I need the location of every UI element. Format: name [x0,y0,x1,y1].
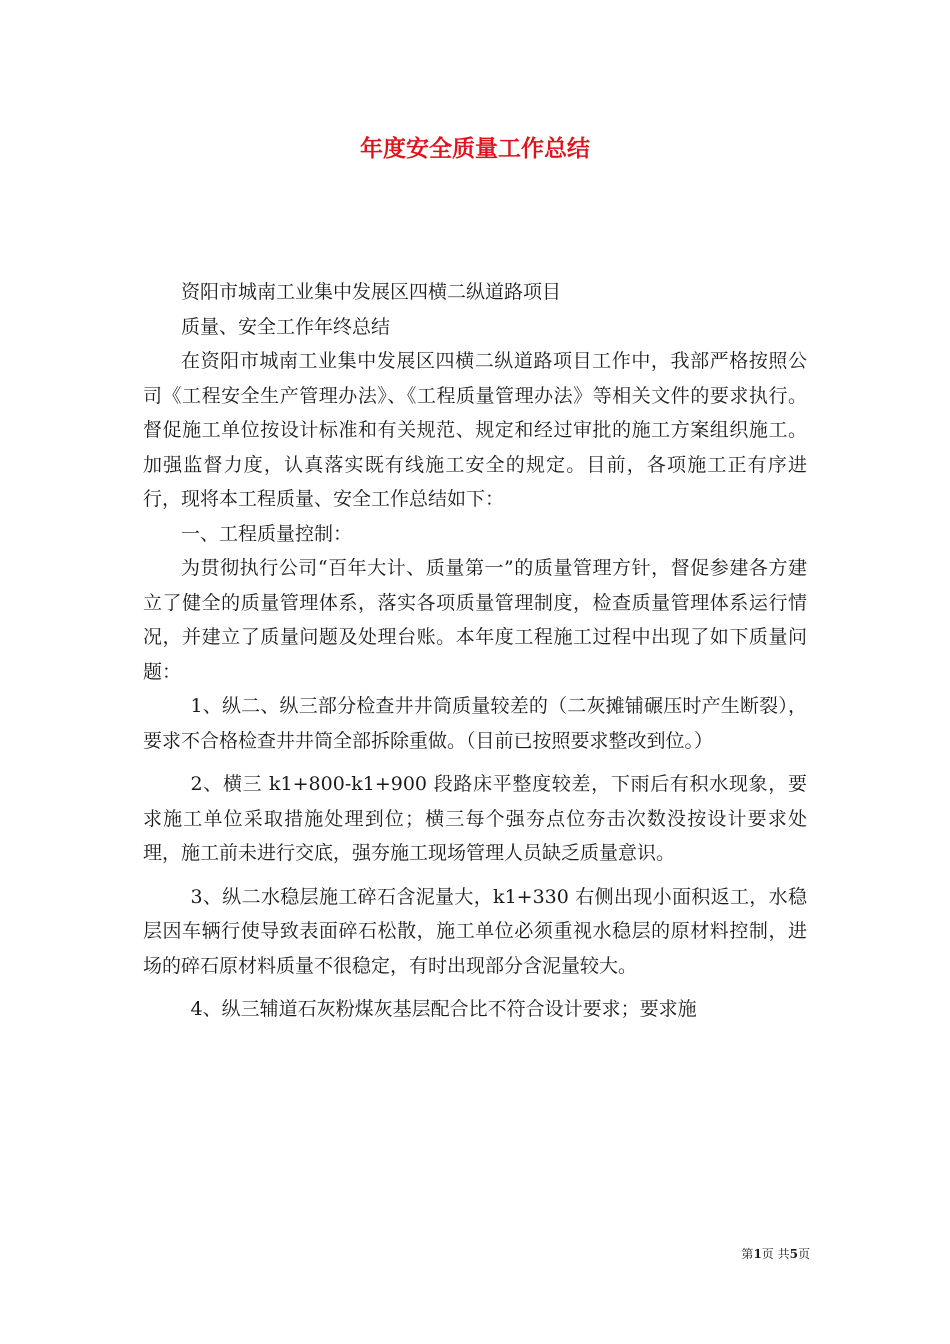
footer-total-pages: 5 [789,1247,798,1261]
footer-prefix: 第 [741,1247,754,1261]
report-subtitle-line: 质量、安全工作年终总结 [181,315,391,338]
section-heading-quality-control: 一、工程质量控制： [181,522,353,545]
footer-suffix: 页 [797,1247,810,1261]
quality-issue-1: 1、纵二、纵三部分检查井井筒质量较差的（二灰摊铺碾压时产生断裂），要求不合格检查井井筒全部拆除重做。（目前已按照要求整改到位。） [143,695,807,752]
footer-current-page: 1 [753,1247,762,1261]
project-name-line: 资阳市城南工业集中发展区四横二纵道路项目 [181,281,562,303]
document-title: 年度安全质量工作总结 [360,135,590,162]
quality-issue-4: 4、纵三辅道石灰粉煤灰基层配合比不符合设计要求；要求施 [190,998,697,1020]
quality-issue-3: 3、纵二水稳层施工碎石含泥量大，k1+330 右侧出现小面积返工，水稳层因车辆行使导致表面碎石松散，施工单位必须重视水稳层的原材料控制，进场的碎石原材料质量不很稳定，有时出现部分含泥量较大。 [143,885,807,977]
intro-paragraph: 在资阳市城南工业集中发展区四横二纵道路项目工作中，我部严格按照公司《工程安全生产管理办法》、《工程质量管理办法》等相关文件的要求执行。督促施工单位按设计标准和有关规范、规定和经过审批的施工方案组织施工。加强监督力度，认真落实既有线施工安全的规定。目前，各项施工正有序进行，现将本工程质量、安全工作总结如下： [143,350,807,510]
quality-policy-paragraph: 为贯彻执行公司“百年大计、质量第一”的质量管理方针，督促参建各方建立了健全的质量管理体系，落实各项质量管理制度，检查质量管理体系运行情况，并建立了质量问题及处理台账。本年度工程施工过程中出现了如下质量问题： [143,557,807,683]
quality-issue-2: 2、横三 k1+800-k1+900 段路床平整度较差，下雨后有积水现象，要求施工单位采取措施处理到位；横三每个强夯点位夯击次数没按设计要求处理，施工前未进行交底，强夯施工现场管理人员缺乏质量意识。 [143,773,807,864]
document-body [143,275,807,1027]
footer-middle: 页 共 [761,1247,790,1261]
page-number-footer [700,1245,810,1263]
